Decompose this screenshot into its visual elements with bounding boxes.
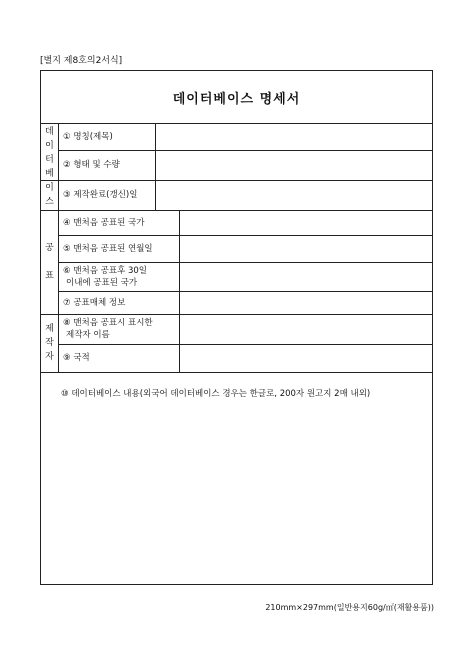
section-database: 데 이 터 베 이 스 [41, 123, 59, 210]
section-producer: 제 작 자 [41, 314, 59, 372]
first-30days-input-area[interactable] [180, 263, 431, 290]
field-nationality-label: ⑨ 국적 [63, 353, 90, 363]
field-first-country-label: ④ 맨처음 공표된 국가 [63, 218, 145, 228]
first-country-input-area[interactable] [180, 211, 431, 234]
media-input-area[interactable] [180, 292, 431, 313]
field-content-label: ⑩ 데이터베이스 내용(외국어 데이터베이스 경우는 한글로, 200자 원고지 2매 내외) [61, 389, 371, 399]
field-completion-date-label: ③ 제작완료(갱신)일 [63, 190, 138, 200]
producer-name-input-area[interactable] [180, 315, 431, 343]
form-quantity-input-area[interactable] [156, 151, 431, 179]
nationality-input-area[interactable] [180, 345, 431, 371]
content-input-area[interactable] [42, 403, 431, 583]
field-first-date-label: ⑤ 맨처음 공표된 연월일 [63, 244, 153, 254]
database-spec-form [40, 70, 433, 585]
completion-date-input-area[interactable] [156, 181, 431, 209]
form-title: 데이터베이스 명세서 [41, 71, 432, 124]
paper-spec-footer: 210mm×297mm(일반용지60g/㎡(재활용품)) [265, 603, 434, 612]
field-media-label: ⑦ 공표매체 정보 [63, 298, 126, 308]
form-number: [별지 제8호의2서식] [40, 56, 123, 66]
field-producer-name-label: ⑧ 맨처음 공표시 표시한 제작자 이름 [63, 318, 153, 340]
section-publication: 공 표 [41, 210, 59, 314]
field-form-quantity-label: ② 형태 및 수량 [63, 160, 120, 170]
name-input-area[interactable] [156, 124, 431, 149]
field-first-30days-label: ⑥ 맨처음 공표후 30일 이내에 공표된 국가 [63, 266, 148, 288]
first-date-input-area[interactable] [180, 236, 431, 261]
field-name-label: ① 명칭(제목) [63, 132, 113, 142]
